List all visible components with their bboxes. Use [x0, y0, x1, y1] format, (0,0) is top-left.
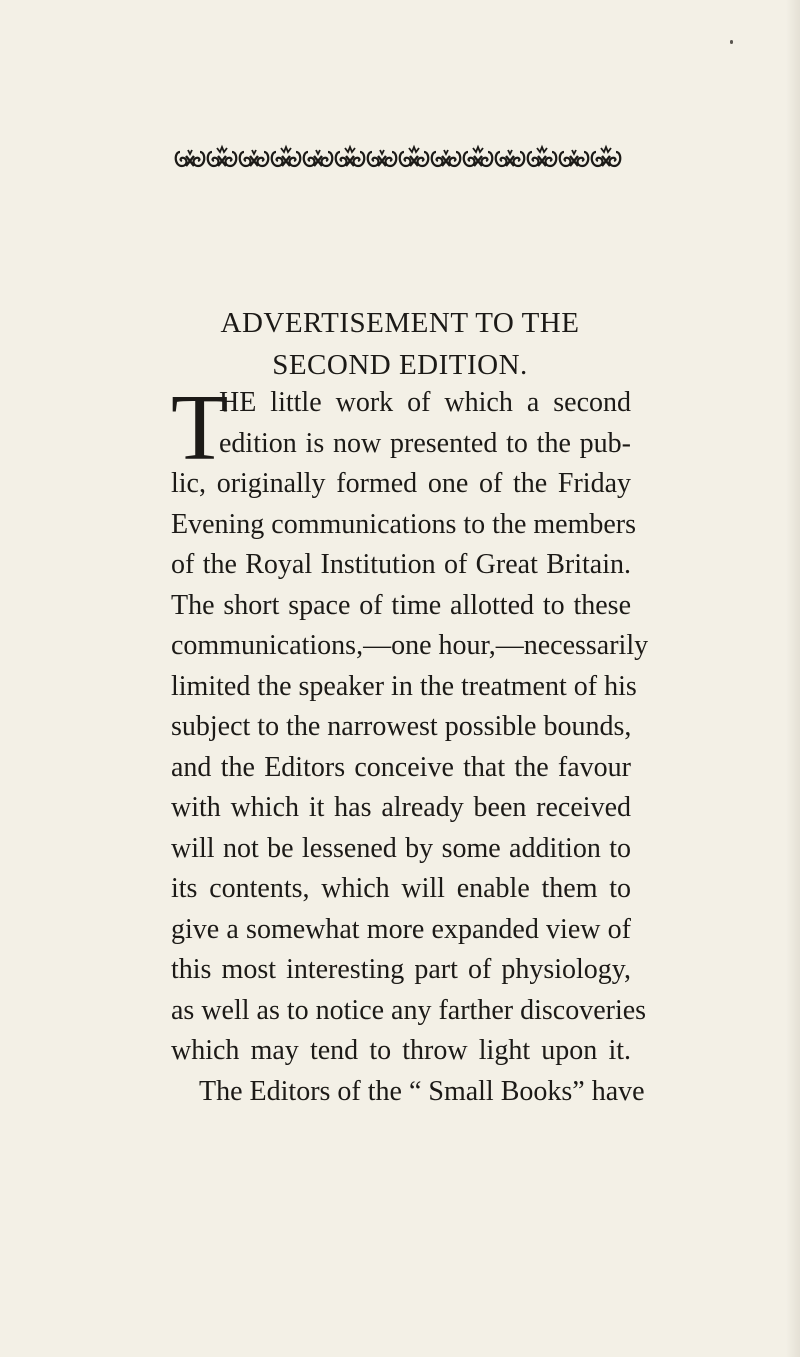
drop-cap: T [171, 376, 227, 480]
text-line: its contents, which will enable them to [171, 873, 631, 904]
decorative-header-ornament [174, 140, 626, 180]
text-line: lic, originally formed one of the Friday [171, 468, 631, 499]
page-title-line-1: ADVERTISEMENT TO THE [220, 307, 580, 339]
text-line: edition is now presented to the pub- [219, 427, 631, 459]
text-line: of the Royal Institution of Great Britain. [171, 549, 631, 580]
text-line: communications,—one hour,—necessarily [171, 630, 649, 661]
text-line: limited the speaker in the treatment of his [171, 670, 637, 702]
text-line: with which it has already been received [171, 792, 631, 823]
page-edge-shadow [786, 0, 800, 1357]
text-line: which may tend to throw light upon it. [171, 1035, 631, 1066]
text-line: Evening communications to the members [171, 508, 637, 540]
text-line: The Editors of the “ Small Books” have [199, 1075, 645, 1107]
ink-speck [730, 40, 733, 44]
text-line: and the Editors conceive that the favour [171, 751, 631, 783]
body-paragraph [171, 376, 649, 1112]
text-line: The short space of time allotted to these [171, 589, 631, 621]
text-line: this most interesting part of physiology, [171, 954, 631, 985]
text-line: HE little work of which a second [219, 387, 631, 418]
text-line: subject to the narrowest possible bounds, [171, 711, 632, 742]
text-line: as well as to notice any farther discoveries [171, 994, 647, 1026]
text-line: give a somewhat more expanded view of [171, 913, 631, 945]
page-title-line-2: SECOND EDITION. [272, 349, 528, 381]
text-line: will not be lessened by some addition to [171, 832, 631, 864]
